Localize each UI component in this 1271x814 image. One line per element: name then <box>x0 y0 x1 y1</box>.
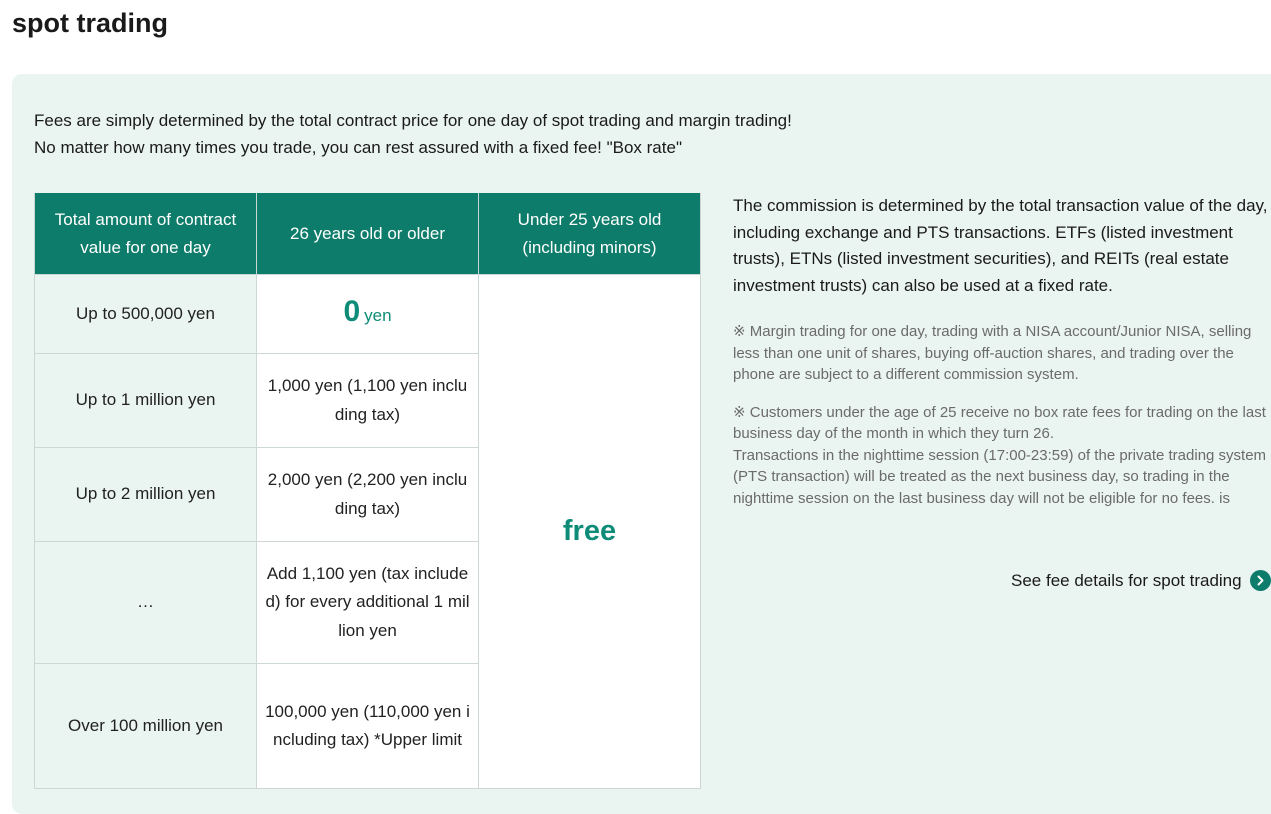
header-26-and-older: 26 years old or older <box>257 193 479 275</box>
fee-details-link-label: See fee details for spot trading <box>1011 570 1242 590</box>
intro-line-1: Fees are simply determined by the total contract price for one day of spot trading and margin trading! <box>34 111 792 130</box>
header-under-25: Under 25 years old (including minors) <box>479 193 701 275</box>
range-cell: Up to 2 million yen <box>35 448 257 542</box>
header-contract-value: Total amount of contract value for one day <box>35 193 257 275</box>
note-under-25-line-2: Transactions in the nighttime session (17:00-23:59) of the private trading system (PTS transaction) will be treated as the next business day, so trading in the nighttime session on the last business day will not be eligible for no fees. is <box>733 446 1267 507</box>
range-cell: Over 100 million yen <box>35 664 257 789</box>
under-25-free-cell: free <box>479 275 701 789</box>
intro-text <box>34 108 792 161</box>
side-info <box>733 193 1271 509</box>
fee-cell <box>257 275 479 354</box>
fee-cell: Add 1,100 yen (tax included) for every additional 1 million yen <box>257 542 479 664</box>
range-cell: … <box>35 542 257 664</box>
intro-line-2: No matter how many times you trade, you can rest assured with a fixed fee! "Box rate" <box>34 137 682 157</box>
zero-fee-unit: yen <box>364 305 392 325</box>
fee-cell: 2,000 yen (2,200 yen including tax) <box>257 448 479 542</box>
commission-description: The commission is determined by the total transaction value of the day, including exchange and PTS transactions. ETFs (listed investment trusts), ETNs (listed investment securities), and REITs (real estate investment trusts) can also be used at a fixed rate. <box>733 196 1268 295</box>
table-row <box>35 275 701 354</box>
zero-fee-amount: 0 <box>343 294 361 328</box>
chevron-right-icon <box>1250 570 1271 591</box>
fee-cell: 100,000 yen (110,000 yen including tax) *Upper limit <box>257 664 479 789</box>
note-under-25 <box>733 402 1271 510</box>
note-margin-trading: ※ Margin trading for one day, trading with a NISA account/Junior NISA, selling less than one unit of shares, buying off-auction shares, and trading over the phone are subject to a different commission system. <box>733 323 1252 383</box>
note-under-25-line-1: ※ Customers under the age of 25 receive no box rate fees for trading on the last business day of the month in which they turn 26. <box>733 403 1266 442</box>
range-cell: Up to 500,000 yen <box>35 275 257 354</box>
fee-details-link[interactable] <box>1011 570 1271 591</box>
fee-cell: 1,000 yen (1,100 yen including tax) <box>257 354 479 448</box>
range-cell: Up to 1 million yen <box>35 354 257 448</box>
page-title: spot trading <box>12 8 168 38</box>
fee-table <box>34 193 701 789</box>
fee-table-header-row <box>35 193 701 275</box>
